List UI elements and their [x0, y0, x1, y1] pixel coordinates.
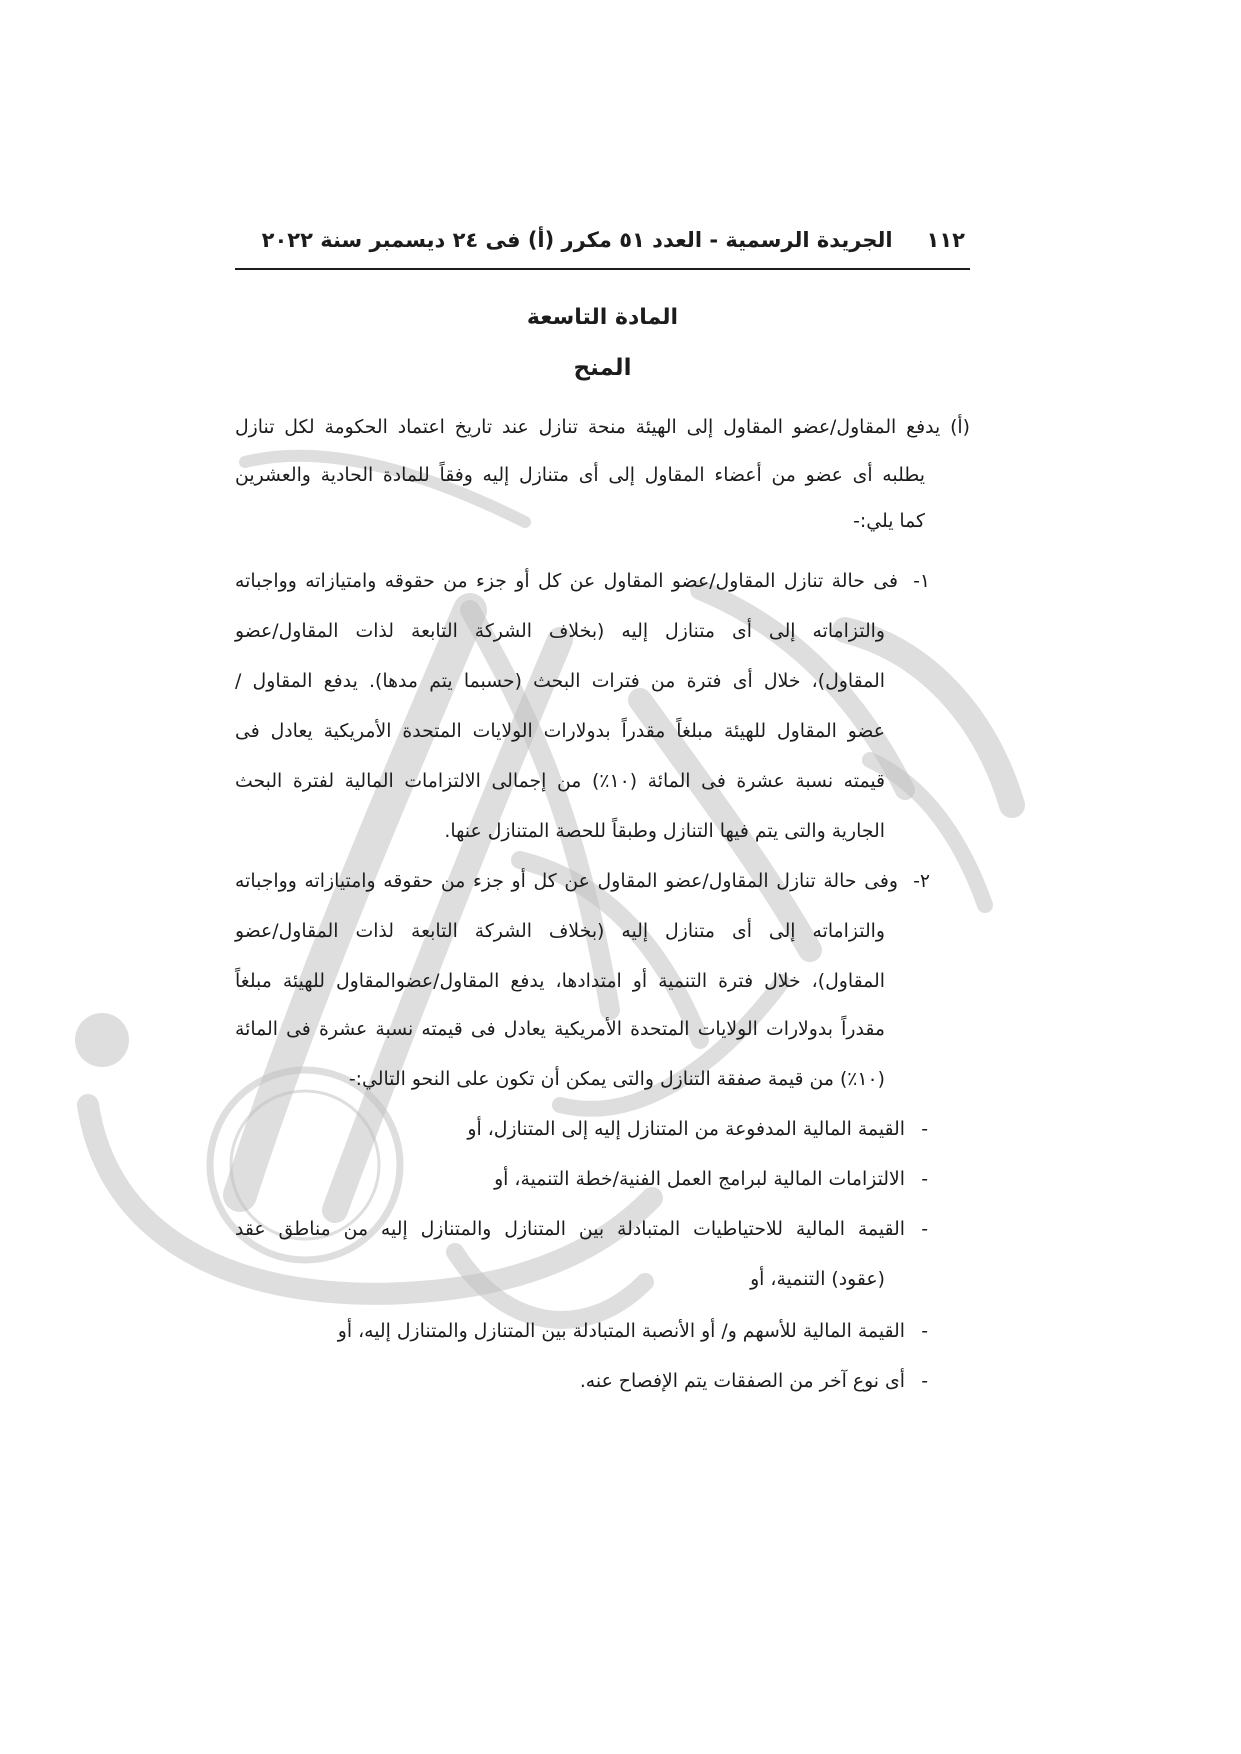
item-line	[235, 662, 885, 702]
list-line	[235, 1260, 885, 1300]
item-line	[235, 712, 885, 752]
item-line	[235, 912, 885, 952]
line-text: فى حالة تنازل المقاول/عضو المقاول عن كل أو جزء من حقوقه وامتيازاته وواجباته	[235, 571, 898, 592]
list-marker: -	[921, 1371, 928, 1392]
line-text: القيمة المالية للاحتياطيات المتبادلة بين المتنازل والمتنازل إليه من مناطق عقد	[235, 1219, 905, 1240]
item-line	[235, 1010, 885, 1050]
list-marker: -	[921, 1321, 928, 1342]
line-text: القيمة المالية للأسهم و/ أو الأنصبة المتبادلة بين المتنازل والمتنازل إليه، أو	[337, 1321, 905, 1342]
line-text: المقاول)، خلال أى فترة من فترات البحث (حسبما يتم مدها). يدفع المقاول /	[235, 671, 885, 692]
line-text: المقاول)، خلال فترة التنمية أو امتدادها، يدفع المقاول/عضوالمقاول للهيئة مبلغاً	[235, 971, 885, 992]
gazette-title: الجريدة الرسمية - العدد ٥١ مكرر (أ) فى ٢٤ ديسمبر سنة ٢٠٢٢	[261, 228, 893, 252]
intro-line	[235, 456, 925, 496]
line-text: والتزاماته إلى أى متنازل إليه (بخلاف الشركة التابعة لذات المقاول/عضو	[235, 621, 885, 642]
list-line	[235, 1312, 905, 1352]
line-text: قيمته نسبة عشرة فى المائة (١٠٪) من إجمالى الالتزامات المالية لفترة البحث	[235, 771, 886, 792]
intro-line	[235, 408, 970, 448]
list-line	[235, 1160, 905, 1200]
item-marker: ١-	[913, 571, 930, 592]
item-marker: ٢-	[913, 871, 930, 892]
item-line	[235, 862, 898, 902]
watermark-dot	[75, 1013, 129, 1067]
line-text: والتزاماته إلى أى متنازل إليه (بخلاف الشركة التابعة لذات المقاول/عضو	[235, 921, 885, 942]
item-line	[235, 562, 898, 602]
page-number: ١١٢	[926, 228, 965, 252]
line-text: (١٠٪) من قيمة صفقة التنازل والتى يمكن أن تكون على النحو التالي:-	[348, 1069, 885, 1090]
list-marker: -	[921, 1119, 928, 1140]
line-text: (عقود) التنمية، أو	[750, 1269, 885, 1290]
line-text: أى نوع آخر من الصفقات يتم الإفصاح عنه.	[579, 1371, 905, 1392]
list-line	[235, 1210, 905, 1250]
line-text: الجارية والتى يتم فيها التنازل وطبقاً للحصة المتنازل عنها.	[444, 821, 885, 842]
list-line	[235, 1362, 905, 1402]
header-rule	[235, 268, 970, 270]
list-marker: -	[921, 1169, 928, 1190]
list-marker: -	[921, 1219, 928, 1240]
intro-line	[235, 502, 925, 542]
article-subtitle: المنح	[573, 355, 632, 381]
item-line	[235, 962, 885, 1002]
line-text: وفى حالة تنازل المقاول/عضو المقاول عن كل أو جزء من حقوقه وامتيازاته وواجباته	[235, 871, 898, 892]
line-text: يطلبه أى عضو من أعضاء المقاول إلى أى متنازل إليه وفقاً للمادة الحادية والعشرين	[235, 465, 925, 486]
item-line	[235, 762, 885, 802]
article-title: المادة التاسعة	[526, 305, 679, 330]
line-text: (أ) يدفع المقاول/عضو المقاول إلى الهيئة منحة تنازل عند تاريخ اعتماد الحكومة لكل تنازل	[235, 417, 970, 438]
item-line	[235, 1060, 885, 1100]
line-text: كما يلي:-	[853, 511, 925, 532]
item-line	[235, 612, 885, 652]
line-text: القيمة المالية المدفوعة من المتنازل إليه إلى المتنازل، أو	[467, 1119, 905, 1140]
item-line	[235, 812, 885, 852]
line-text: عضو المقاول للهيئة مبلغاً مقدراً بدولارات الولايات المتحدة الأمريكية يعادل فى	[235, 721, 885, 742]
list-line	[235, 1110, 905, 1150]
gazette-header	[235, 220, 965, 260]
line-text: مقدراً بدولارات الولايات المتحدة الأمريكية يعادل فى قيمته نسبة عشرة فى المائة	[235, 1019, 885, 1040]
line-text: الالتزامات المالية لبرامج العمل الفنية/خطة التنمية، أو	[494, 1169, 905, 1190]
